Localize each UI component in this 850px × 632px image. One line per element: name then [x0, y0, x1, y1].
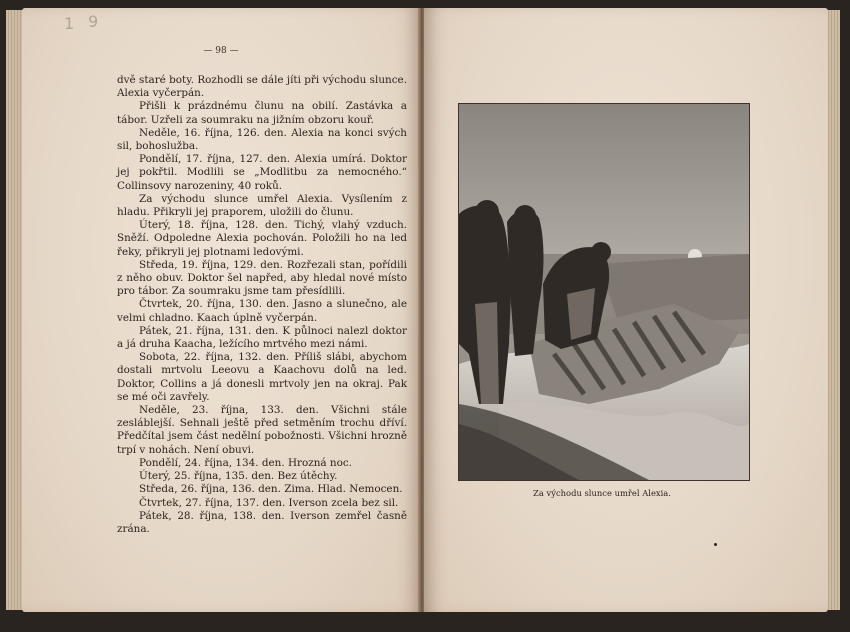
- pencil-mark: 9: [88, 12, 99, 31]
- diary-paragraph: Pátek, 21. října, 131. den. K půlnoci nalezl doktor a já druha Kaacha, ležícího mrtvého mezi námi.: [117, 324, 407, 351]
- diary-paragraph: Neděle, 23. října, 133. den. Všichni stále zeslábleјší. Sehnali ještě před setměním trochu dříví. Předčítal jsem část nedělní pobožnosti. Všichni hrozně trpí v nohách. Není obuvi.: [117, 404, 407, 456]
- diary-paragraph: Středa, 19. října, 129. den. Rozřezali stan, pořídili z něho obuv. Doktor šel napřed, aby hledal nové místo pro tábor. Za soumraku jsme tam přesídlili.: [117, 258, 407, 298]
- illustration-caption: Za východu slunce umřel Alexia.: [533, 488, 671, 498]
- page-number: — 98 —: [203, 46, 239, 56]
- diary-paragraph: Pondělí, 24. října, 134. den. Hrozná noc.: [139, 456, 352, 469]
- diary-paragraph: Čtvrtek, 20. října, 130. den. Jasno a slunečno, ale velmi chladno. Kaach úplně vyčerpán.: [117, 298, 407, 324]
- diary-paragraph: dvě staré boty. Rozhodli se dále jíti při východu slunce. Alexia vyčerpán.: [117, 74, 407, 100]
- diary-paragraph: Čtvrtek, 27. října, 137. den. Iverson zcela bez sil.: [139, 496, 399, 509]
- illustration-figure: [458, 103, 750, 481]
- page-edges-left: [6, 10, 22, 610]
- diary-paragraph: Středa, 26. října, 136. den. Zima. Hlad. Nemocen.: [139, 483, 403, 496]
- paper-speck: [714, 543, 717, 546]
- left-page: [22, 8, 420, 612]
- diary-paragraph: Pondělí, 17. října, 127. den. Alexia umírá. Doktor jej pokřtil. Modlili se „Modlitbu za nemocného.“ Collinsovy narozeniny, 40 roků.: [117, 153, 407, 192]
- body-text: [117, 74, 407, 536]
- diary-paragraph: Pátek, 28. října, 138. den. Iverson zemřel časně zrána.: [117, 509, 407, 535]
- diary-paragraph: Úterý, 18. října, 128. den. Tichý, vlahý vzduch. Sněží. Odpoledne Alexia pochován. Položili ho na led řeky, přikryli jej plotnami ledovými.: [117, 219, 407, 258]
- arctic-scene-illustration: [459, 104, 749, 480]
- diary-paragraph: Přišli k prázdnému člunu na obilí. Zastávka a tábor. Uzřeli za soumraku na jižním obzoru kouř.: [117, 100, 407, 126]
- diary-paragraph: Úterý, 25. října, 135. den. Bez útěchy.: [139, 470, 338, 483]
- pencil-mark: 1: [64, 14, 75, 33]
- diary-paragraph: Sobota, 22. října, 132. den. Příliš slábi, abychom dostali mrtvolu Leeovu a Kaachovu dolů na led. Doktor, Collins a já donesli mrtvoly jen na okraj. Pak se mé oči zavřely.: [117, 351, 407, 403]
- page-edges-right: [828, 10, 840, 610]
- diary-paragraph: Neděle, 16. října, 126. den. Alexia na konci svých sil, bohoslužba.: [117, 126, 407, 153]
- diary-paragraph: Za východu slunce umřel Alexia. Vysílením z hladu. Přikryli jej praporem, uložili do člunu.: [117, 192, 407, 219]
